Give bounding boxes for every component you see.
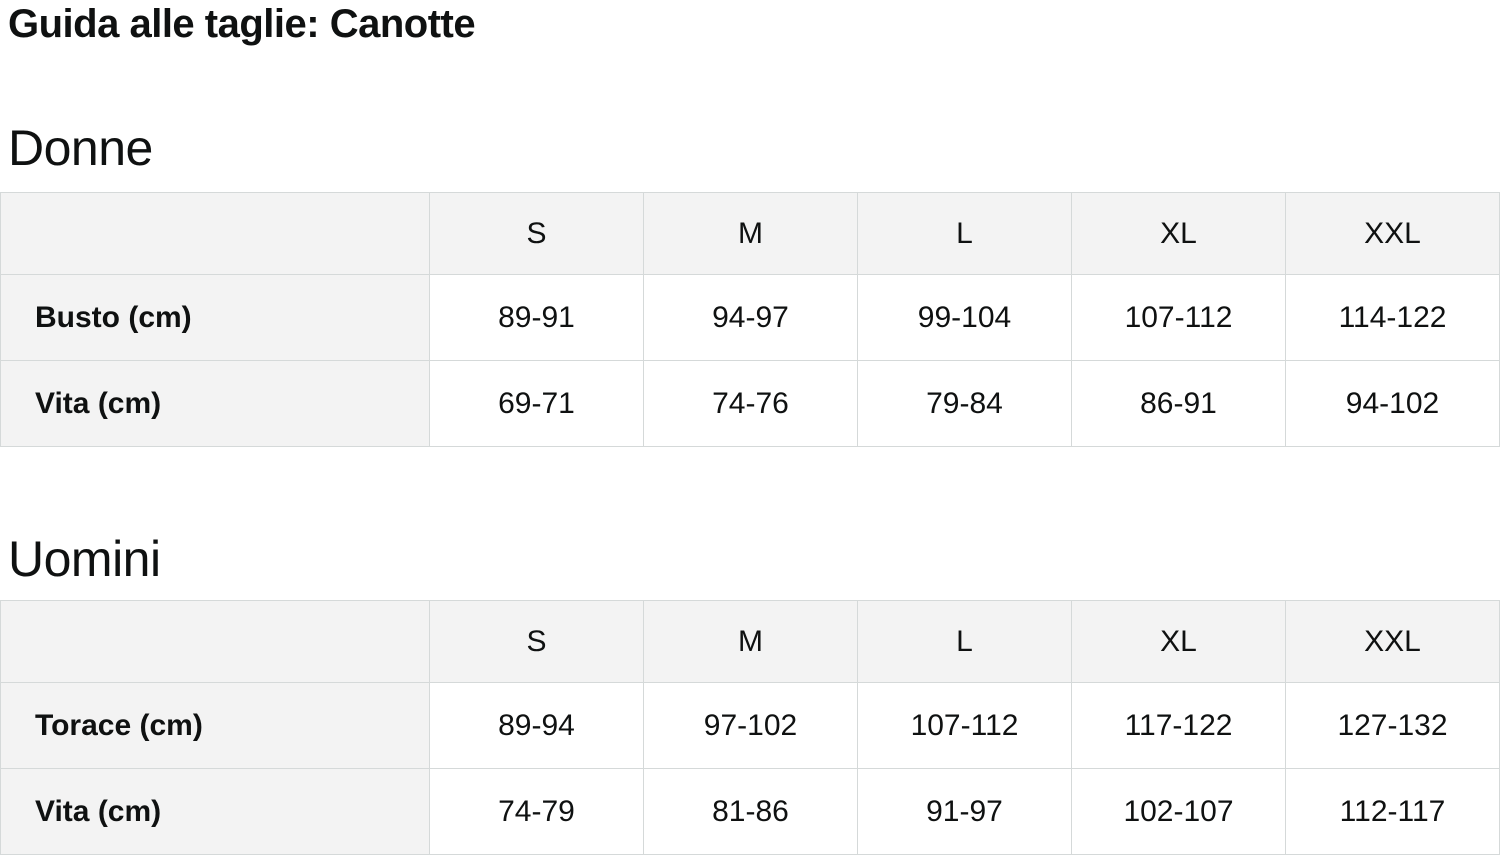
size-header-xxl: XXL	[1286, 193, 1500, 275]
section-heading-donne: Donne	[8, 120, 153, 176]
row-label-vita-donne: Vita (cm)	[1, 361, 430, 447]
cell-busto-s: 89-91	[430, 275, 644, 361]
cell-vita-donne-s: 69-71	[430, 361, 644, 447]
cell-torace-xl: 117-122	[1072, 683, 1286, 769]
cell-vita-donne-l: 79-84	[858, 361, 1072, 447]
cell-busto-m: 94-97	[644, 275, 858, 361]
cell-vita-uomini-xl: 102-107	[1072, 769, 1286, 855]
cell-vita-uomini-s: 74-79	[430, 769, 644, 855]
corner-cell	[1, 601, 430, 683]
size-table-donne	[0, 192, 1500, 447]
table-row-vita-uomini	[1, 769, 1500, 855]
cell-vita-uomini-l: 91-97	[858, 769, 1072, 855]
row-label-busto: Busto (cm)	[1, 275, 430, 361]
table-header-row	[1, 193, 1500, 275]
cell-vita-donne-xxl: 94-102	[1286, 361, 1500, 447]
size-header-xl: XL	[1072, 193, 1286, 275]
size-header-s: S	[430, 601, 644, 683]
size-table-uomini	[0, 600, 1500, 855]
row-label-vita-uomini: Vita (cm)	[1, 769, 430, 855]
cell-torace-s: 89-94	[430, 683, 644, 769]
cell-busto-xxl: 114-122	[1286, 275, 1500, 361]
size-header-s: S	[430, 193, 644, 275]
cell-busto-xl: 107-112	[1072, 275, 1286, 361]
corner-cell	[1, 193, 430, 275]
cell-torace-xxl: 127-132	[1286, 683, 1500, 769]
cell-vita-uomini-m: 81-86	[644, 769, 858, 855]
table-row-torace	[1, 683, 1500, 769]
section-heading-uomini: Uomini	[8, 531, 161, 587]
cell-torace-l: 107-112	[858, 683, 1072, 769]
size-header-l: L	[858, 601, 1072, 683]
page-title: Guida alle taglie: Canotte	[8, 2, 476, 46]
size-header-m: M	[644, 193, 858, 275]
cell-vita-uomini-xxl: 112-117	[1286, 769, 1500, 855]
table-row-busto	[1, 275, 1500, 361]
row-label-torace: Torace (cm)	[1, 683, 430, 769]
size-header-m: M	[644, 601, 858, 683]
table-row-vita-donne	[1, 361, 1500, 447]
table-header-row	[1, 601, 1500, 683]
size-header-xxl: XXL	[1286, 601, 1500, 683]
cell-torace-m: 97-102	[644, 683, 858, 769]
cell-vita-donne-xl: 86-91	[1072, 361, 1286, 447]
size-header-xl: XL	[1072, 601, 1286, 683]
size-header-l: L	[858, 193, 1072, 275]
cell-busto-l: 99-104	[858, 275, 1072, 361]
cell-vita-donne-m: 74-76	[644, 361, 858, 447]
